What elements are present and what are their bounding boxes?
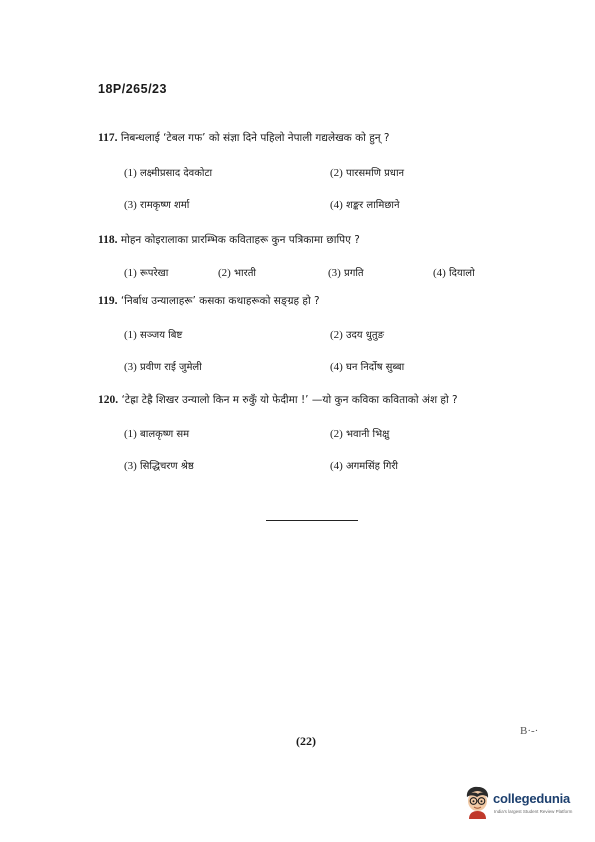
option-4 — [330, 458, 398, 472]
options-row — [98, 359, 538, 389]
question-number: 119. — [98, 295, 118, 307]
question-119 — [98, 294, 538, 389]
question-text — [98, 393, 538, 407]
question-body: ‘निर्बाध उन्यालाहरू’ कसका कथाहरूको सङ्ग्रह हो ? — [120, 295, 320, 307]
option-text: अगमसिंह गिरी — [346, 461, 399, 472]
option-number: (3) — [124, 199, 137, 211]
option-4 — [330, 359, 404, 373]
student-avatar-icon — [462, 785, 492, 819]
booklet-mark: B·-· — [520, 725, 539, 737]
option-number: (2) — [330, 167, 343, 179]
option-text: बालकृष्ण सम — [140, 429, 190, 440]
option-1 — [124, 327, 182, 341]
option-2 — [330, 327, 384, 341]
option-number: (3) — [328, 267, 341, 279]
question-body: ‘टेह्रा टेह्रै शिखर उन्यालो किन म रुकुँ यो फेदीमा !’ —यो कुन कविका कविताको अंश हो ? — [121, 394, 458, 406]
option-number: (2) — [330, 428, 343, 440]
option-3 — [124, 458, 194, 472]
option-text: घन निर्दोष सुब्बा — [346, 362, 405, 373]
option-4 — [433, 265, 475, 279]
logo-name: collegedunia — [493, 791, 571, 806]
option-text: सिद्धिचरण श्रेष्ठ — [140, 461, 194, 472]
option-number: (1) — [124, 167, 137, 179]
question-body: निबन्धलाई ‘टेबल गफ’ को संज्ञा दिने पहिलो नेपाली गद्यलेखक को हुन् ? — [120, 132, 390, 144]
options-row — [98, 265, 538, 295]
options-row — [98, 458, 538, 488]
option-1 — [124, 165, 212, 179]
question-118 — [98, 233, 538, 295]
question-number: 117. — [98, 132, 118, 144]
options-row — [98, 197, 538, 227]
logo-tagline: India's largest Student Review Platform — [494, 809, 573, 814]
option-number: (4) — [330, 460, 343, 472]
collegedunia-logo — [462, 785, 582, 825]
question-text — [98, 294, 538, 308]
option-1 — [124, 426, 189, 440]
options-row — [98, 426, 538, 456]
option-number: (3) — [124, 361, 137, 373]
option-text: शङ्कर लामिछाने — [346, 200, 400, 211]
option-3 — [328, 265, 364, 279]
option-text: रामकृष्ण शर्मा — [140, 200, 190, 211]
option-text: पारसमणि प्रधान — [346, 168, 405, 179]
paper-code: 18P/265/23 — [98, 82, 167, 96]
question-120 — [98, 393, 538, 488]
option-text: दियालो — [449, 268, 475, 279]
option-text: भवानी भिक्षु — [346, 429, 390, 440]
option-number: (2) — [218, 267, 231, 279]
option-3 — [124, 197, 189, 211]
option-number: (4) — [330, 199, 343, 211]
option-4 — [330, 197, 400, 211]
option-number: (1) — [124, 267, 137, 279]
question-number: 118. — [98, 234, 118, 246]
option-3 — [124, 359, 202, 373]
question-text — [98, 233, 538, 247]
option-text: प्रगति — [344, 268, 364, 279]
option-number: (2) — [330, 329, 343, 341]
option-text: लक्ष्मीप्रसाद देवकोटा — [140, 168, 213, 179]
question-number: 120. — [98, 394, 119, 406]
option-number: (3) — [124, 460, 137, 472]
option-text: प्रवीण राई जुमेली — [140, 362, 202, 373]
question-body: मोहन कोइरालाका प्रारम्भिक कविताहरू कुन पत्रिकामा छापिए ? — [120, 234, 360, 246]
question-text — [98, 131, 538, 145]
option-text: भारती — [234, 268, 257, 279]
option-text: रूपरेखा — [140, 268, 169, 279]
question-117 — [98, 131, 538, 227]
option-number: (4) — [433, 267, 446, 279]
page-number: (22) — [296, 734, 316, 748]
option-2 — [218, 265, 256, 279]
option-number: (1) — [124, 428, 137, 440]
options-row — [98, 327, 538, 357]
option-number: (4) — [330, 361, 343, 373]
option-1 — [124, 265, 168, 279]
option-text: उदय धुतुङ — [346, 330, 385, 341]
section-divider — [266, 520, 358, 521]
option-2 — [330, 426, 389, 440]
option-number: (1) — [124, 329, 137, 341]
option-2 — [330, 165, 404, 179]
options-row — [98, 165, 538, 195]
option-text: सञ्जय बिष्ट — [140, 330, 183, 341]
